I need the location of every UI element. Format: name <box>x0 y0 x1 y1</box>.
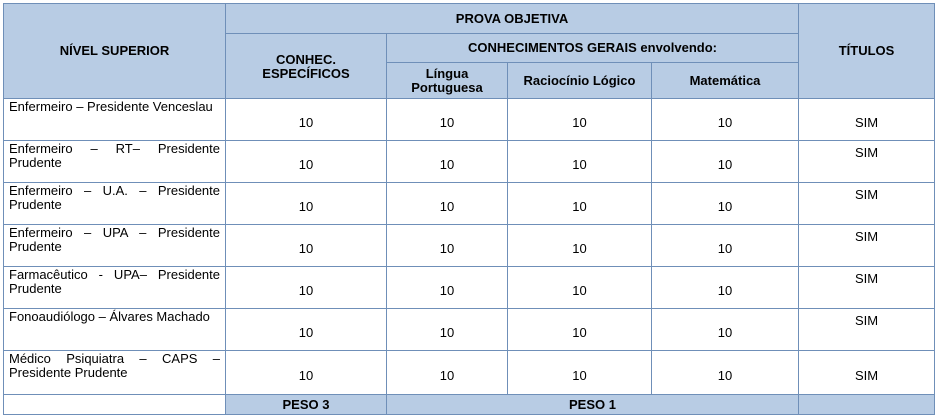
table-row <box>4 183 935 225</box>
lingua-cell: 10 <box>387 225 508 267</box>
table-row <box>4 267 935 309</box>
table-row <box>4 225 935 267</box>
table-row <box>4 141 935 183</box>
raciocinio-cell: 10 <box>508 141 652 183</box>
especificos-cell: 10 <box>226 99 387 141</box>
cargo-cell: Enfermeiro – Presidente Venceslau <box>4 99 226 141</box>
raciocinio-cell: 10 <box>508 99 652 141</box>
especificos-cell: 10 <box>226 225 387 267</box>
especificos-cell: 10 <box>226 351 387 395</box>
peso-gerais: PESO 1 <box>387 395 799 415</box>
matematica-cell: 10 <box>652 267 799 309</box>
cargo-cell: Médico Psiquiatra – CAPS – Presidente Prudente <box>4 351 226 395</box>
especificos-cell: 10 <box>226 141 387 183</box>
lingua-cell: 10 <box>387 267 508 309</box>
matematica-cell: 10 <box>652 141 799 183</box>
titulos-cell: SIM <box>799 309 935 351</box>
lingua-cell: 10 <box>387 183 508 225</box>
cargo-cell: Enfermeiro – U.A. – Presidente Prudente <box>4 183 226 225</box>
raciocinio-cell: 10 <box>508 225 652 267</box>
header-titulos: TÍTULOS <box>799 4 935 99</box>
header-nivel-superior: NÍVEL SUPERIOR <box>4 4 226 99</box>
header-matematica: Matemática <box>652 63 799 99</box>
cargo-cell: Farmacêutico - UPA– Presidente Prudente <box>4 267 226 309</box>
lingua-cell: 10 <box>387 309 508 351</box>
weights-table <box>3 3 935 415</box>
raciocinio-cell: 10 <box>508 309 652 351</box>
table-footer-row <box>4 395 935 415</box>
titulos-cell: SIM <box>799 225 935 267</box>
lingua-cell: 10 <box>387 99 508 141</box>
titulos-cell: SIM <box>799 141 935 183</box>
raciocinio-cell: 10 <box>508 267 652 309</box>
raciocinio-cell: 10 <box>508 183 652 225</box>
footer-blank-cell <box>4 395 226 415</box>
table-row <box>4 309 935 351</box>
raciocinio-cell: 10 <box>508 351 652 395</box>
header-raciocinio-logico: Raciocínio Lógico <box>508 63 652 99</box>
table-row <box>4 351 935 395</box>
table-row <box>4 99 935 141</box>
header-lingua-portuguesa: Língua Portuguesa <box>387 63 508 99</box>
especificos-cell: 10 <box>226 183 387 225</box>
titulos-cell: SIM <box>799 99 935 141</box>
header-conhec-especificos: CONHEC. ESPECÍFICOS <box>226 34 387 99</box>
cargo-cell: Enfermeiro – UPA – Presidente Prudente <box>4 225 226 267</box>
cargo-cell: Enfermeiro – RT– Presidente Prudente <box>4 141 226 183</box>
matematica-cell: 10 <box>652 225 799 267</box>
footer-titulos-cell <box>799 395 935 415</box>
matematica-cell: 10 <box>652 99 799 141</box>
titulos-cell: SIM <box>799 267 935 309</box>
titulos-cell: SIM <box>799 351 935 395</box>
cargo-cell: Fonoaudiólogo – Álvares Machado <box>4 309 226 351</box>
matematica-cell: 10 <box>652 183 799 225</box>
header-prova-objetiva: PROVA OBJETIVA <box>226 4 799 34</box>
header-conhecimentos-gerais: CONHECIMENTOS GERAIS envolvendo: <box>387 34 799 63</box>
especificos-cell: 10 <box>226 309 387 351</box>
titulos-cell: SIM <box>799 183 935 225</box>
peso-especificos: PESO 3 <box>226 395 387 415</box>
especificos-cell: 10 <box>226 267 387 309</box>
matematica-cell: 10 <box>652 351 799 395</box>
matematica-cell: 10 <box>652 309 799 351</box>
lingua-cell: 10 <box>387 141 508 183</box>
lingua-cell: 10 <box>387 351 508 395</box>
